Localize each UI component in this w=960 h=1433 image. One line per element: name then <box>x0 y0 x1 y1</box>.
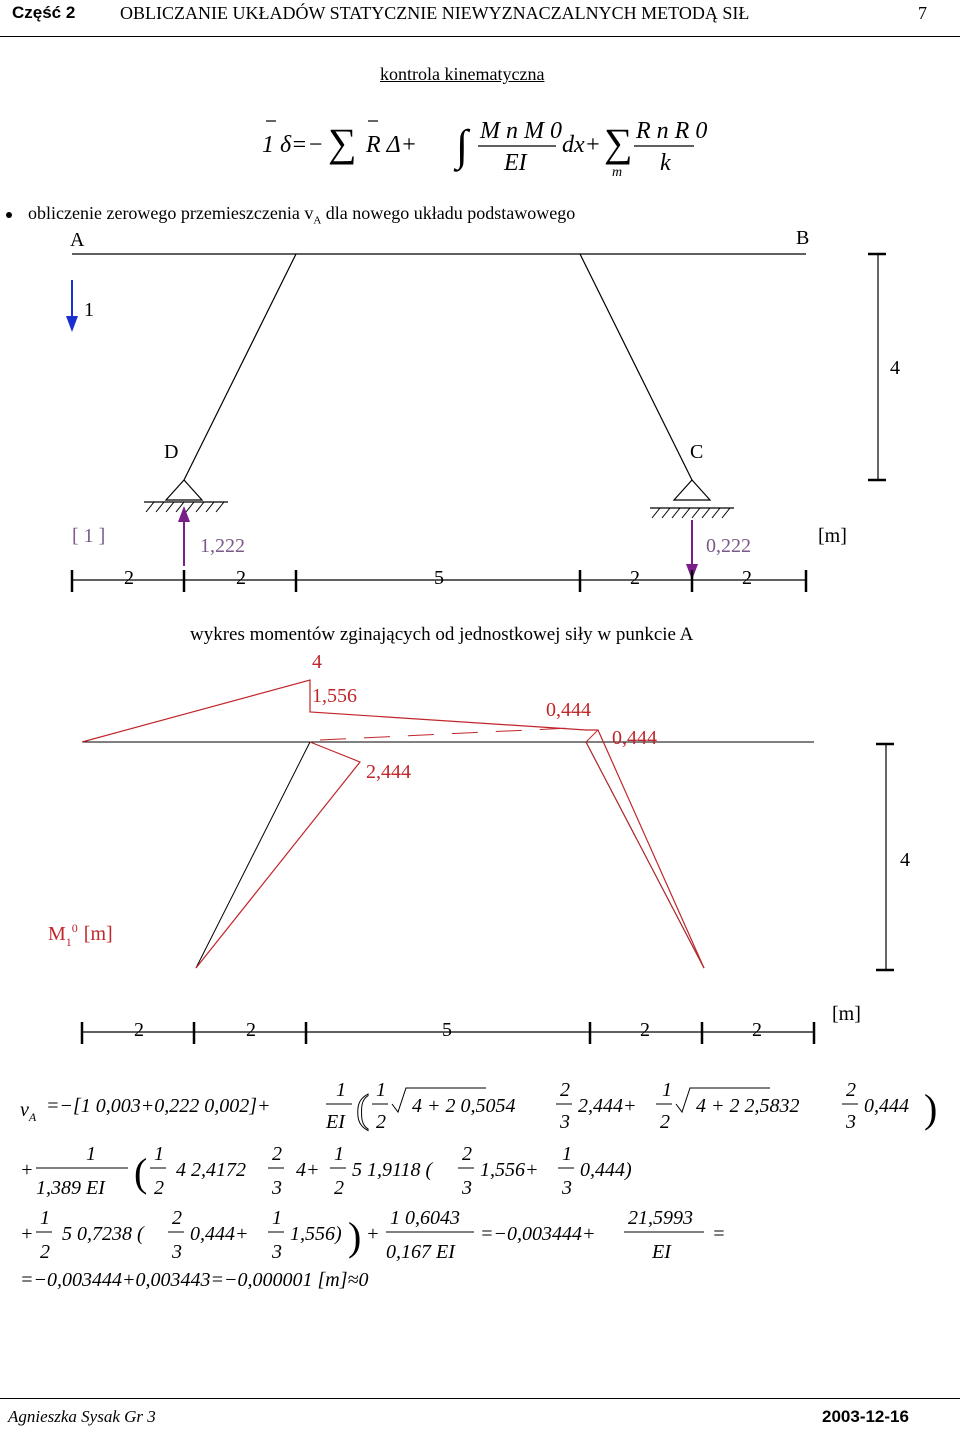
span2-2: 2 <box>246 1019 256 1041</box>
eq2-f5d: 3 <box>462 1177 472 1199</box>
eq2-f3d: 3 <box>272 1177 282 1199</box>
reaction-C-value: 0,222 <box>706 535 751 557</box>
moment-value-4: 4 <box>312 651 322 673</box>
eq2-d: 5 1,9118 ( <box>352 1159 433 1181</box>
span2-1: 2 <box>134 1019 144 1041</box>
formula-term1: R Δ+ <box>366 132 417 158</box>
eq3-f5d: EI <box>652 1241 671 1263</box>
eq1-v: $v_A$ <box>20 1099 37 1124</box>
equations <box>20 1079 937 1291</box>
eq2-f5n: 2 <box>462 1143 472 1165</box>
integral-symbol: ∫ <box>456 121 469 170</box>
eq3-f2d: 3 <box>172 1241 182 1263</box>
frac2-num: R n R 0 <box>636 118 708 144</box>
eq3-f1n: 1 <box>40 1207 50 1229</box>
moment-label: $M_1^0$ [m] <box>48 921 113 949</box>
moment-value-1556: 1,556 <box>312 685 357 707</box>
node-D-label: D <box>164 441 179 463</box>
eq2-f2d: 2 <box>154 1177 164 1199</box>
frac1-den: EI <box>504 150 527 176</box>
node-C-label: C <box>690 441 704 463</box>
bullet-item <box>6 203 575 227</box>
eq1-c: 4 + 2 0,5054 <box>412 1095 516 1117</box>
eq1-f2d: 2 <box>376 1111 386 1133</box>
eq2-f2n: 1 <box>154 1143 164 1165</box>
eq3-g: = <box>712 1223 726 1245</box>
eq1-f2n: 1 <box>376 1079 386 1101</box>
bullet-rest: dla nowego układu podstawowego <box>321 203 576 223</box>
frac1-num: M n M 0 <box>480 118 562 144</box>
eq1-g: 0,444 <box>864 1095 909 1117</box>
eq2-f6d: 3 <box>562 1177 572 1199</box>
eq3-b: 5 0,7238 ( <box>62 1223 144 1245</box>
eq3-paren-close: ) <box>348 1214 362 1259</box>
eq3-f3n: 1 <box>272 1207 282 1229</box>
bullet-text: obliczenie zerowego przemieszczenia v <box>28 203 314 223</box>
eq3-f4n: 1 0,6043 <box>390 1207 460 1229</box>
eq3-f5n: 21,5993 <box>628 1207 693 1229</box>
sum-symbol: ∑ <box>328 120 357 165</box>
eq2-a: + <box>20 1159 34 1181</box>
eq1-e: 4 + 2 2,5832 <box>696 1095 800 1117</box>
formula-dx: dx+ <box>562 132 601 158</box>
eq1-f3d: 3 <box>560 1111 570 1133</box>
node-B-label: B <box>796 227 810 249</box>
eq1-f4d: 2 <box>660 1111 670 1133</box>
structure-diagram <box>66 227 900 592</box>
span-4: 2 <box>630 567 640 589</box>
reaction-label: [ 1 ] <box>72 525 106 547</box>
eq2-paren-open: ( <box>134 1150 148 1195</box>
eq1-f5n: 2 <box>846 1079 856 1101</box>
eq2-f3n: 2 <box>272 1143 282 1165</box>
eq2-e: 1,556+ <box>480 1159 539 1181</box>
sum2-symbol: ∑ <box>604 120 633 165</box>
eq2-f6n: 1 <box>562 1143 572 1165</box>
eq2-f4n: 1 <box>334 1143 344 1165</box>
eq2-f1n: 1 <box>86 1143 96 1165</box>
eq3-a: + <box>20 1223 34 1245</box>
formula-lhs: 1 δ=− <box>262 132 324 158</box>
eq3-f4d: 0,167 EI <box>386 1241 455 1263</box>
span2-4: 2 <box>640 1019 650 1041</box>
span2-3: 5 <box>442 1019 452 1041</box>
eq1-paren-close: ) <box>924 1086 938 1131</box>
eq2-c: 4+ <box>296 1159 320 1181</box>
eq2-f1d: 1,389 EI <box>36 1177 105 1199</box>
eq4: =−0,003444+0,003443=−0,000001 [m]≈0 <box>20 1269 369 1291</box>
support-C <box>674 480 710 500</box>
node-A-label: A <box>70 229 85 251</box>
eq1-f1d: EI <box>326 1111 345 1133</box>
eq3-f3d: 3 <box>272 1241 282 1263</box>
span-1: 2 <box>124 567 134 589</box>
span-5: 2 <box>742 567 752 589</box>
height-dim-2: 4 <box>900 849 910 871</box>
eq3-d: 1,556) <box>290 1223 342 1245</box>
eq1-f1n: 1 <box>336 1079 346 1101</box>
frac2-den: k <box>660 150 671 176</box>
span-2: 2 <box>236 567 246 589</box>
bullet-icon <box>6 212 12 218</box>
eq1-d: 2,444+ <box>578 1095 637 1117</box>
eq2-g: 0,444) <box>580 1159 632 1181</box>
height-dim-1: 4 <box>890 357 900 379</box>
eq1-f5d: 3 <box>846 1111 856 1133</box>
reaction-D-arrow <box>178 506 190 522</box>
unit-load-label: 1 <box>84 299 94 321</box>
unit-load-arrow <box>66 316 78 332</box>
part-label: Część 2 <box>12 3 76 22</box>
unit-m-1: [m] <box>818 525 847 547</box>
eq3-f: =−0,003444+ <box>480 1223 596 1245</box>
support-D <box>166 480 202 500</box>
chapter-title: OBLICZANIE UKŁADÓW STATYCZNIE NIEWYZNACZALNYCH METODĄ SIŁ <box>120 3 750 23</box>
eq1-paren-open: ( <box>356 1086 370 1131</box>
eq3-c: 0,444+ <box>190 1223 249 1245</box>
moment-value-0444b: 0,444 <box>612 727 657 749</box>
eq2-b: 4 2,4172 <box>176 1159 246 1181</box>
moment-value-0444a: 0,444 <box>546 699 591 721</box>
eq2-f4d: 2 <box>334 1177 344 1199</box>
reaction-D-value: 1,222 <box>200 535 245 557</box>
eq3-e: + <box>366 1223 380 1245</box>
section-subtitle: kontrola kinematyczna <box>380 64 545 84</box>
unit-m-2: [m] <box>832 1003 861 1025</box>
bullet-sub: A <box>313 214 322 227</box>
eq3-f1d: 2 <box>40 1241 50 1263</box>
author: Agnieszka Sysak Gr 3 <box>8 1407 156 1426</box>
date: 2003-12-16 <box>822 1407 909 1426</box>
eq1-f3n: 2 <box>560 1079 570 1101</box>
span-3: 5 <box>434 567 444 589</box>
page-number: 7 <box>918 3 927 23</box>
span2-5: 2 <box>752 1019 762 1041</box>
moment-value-2444: 2,444 <box>366 761 411 783</box>
moment-diagram <box>48 651 910 1044</box>
eq1-b: =−[1 0,003+0,222 0,002]+ <box>46 1095 271 1117</box>
page-footer <box>0 1398 960 1433</box>
sum-subscript: m <box>612 165 623 180</box>
eq3-f2n: 2 <box>172 1207 182 1229</box>
eq1-f4n: 1 <box>662 1079 672 1101</box>
main-formula <box>262 118 707 180</box>
moment-diagram-title: wykres momentów zginających od jednostkowej siły w punkcie A <box>190 624 694 645</box>
